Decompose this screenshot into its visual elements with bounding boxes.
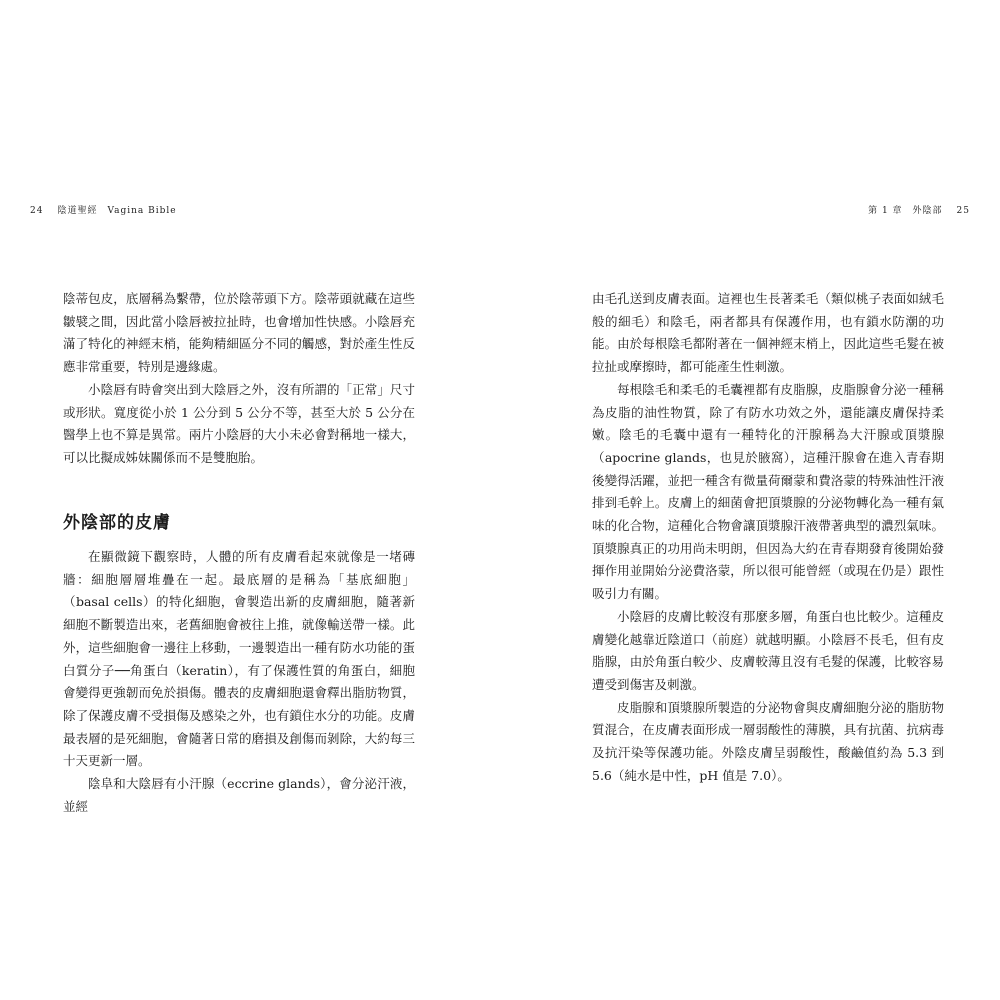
paragraph: 陰蒂包皮，底層稱為繫帶，位於陰蒂頭下方。陰蒂頭就藏在這些皺襞之間，因此當小陰唇被拉扯時，也會增加性快感。小陰唇充滿了特化的神經末梢，能夠精細區分不同的觸感，對於產生性反應非常重要，特別是邊緣處。 xyxy=(63,291,415,375)
paragraph: 小陰唇的皮膚比較沒有那麼多層，角蛋白也比較少。這種皮膚變化越靠近陰道口（前庭）就越明顯。小陰唇不長毛，但有皮脂腺，由於角蛋白較少、皮膚較薄且沒有毛髮的保護，比較容易遭受到傷害及刺激。 xyxy=(592,608,944,692)
paragraph: 每根陰毛和柔毛的毛囊裡都有皮脂腺，皮脂腺會分泌一種稱為皮脂的油性物質，除了有防水功效之外，還能讓皮膚保持柔嫩。陰毛的毛囊中還有一種特化的汗腺稱為大汗腺或頂漿腺（apocrine glands，也見於腋窩），這種汗腺會在進入青春期後變得活躍，並把一種含有微量荷爾蒙和費洛蒙的特殊油性汗液排到毛幹上。皮膚上的細菌會把頂漿腺的分泌物轉化為一種有氣味的化合物，這種化合物會讓頂漿腺汗液帶著典型的濃烈氣味。頂漿腺真正的功用尚未明朗，但因為大約在青春期發育後開始發揮作用並開始分泌費洛蒙，所以很可能曾經（或現在仍是）跟性吸引力有關。 xyxy=(592,381,944,602)
right-running-title: 第 1 章 外陰部 xyxy=(868,206,943,216)
right-page xyxy=(500,0,1000,1000)
left-running-title: 陰道聖經 Vagina Bible xyxy=(57,206,177,216)
paragraph: 由毛孔送到皮膚表面。這裡也生長著柔毛（類似桃子表面如絨毛般的細毛）和陰毛，兩者都具有保護作用，也有鎖水防潮的功能。由於每根陰毛都附著在一個神經末梢上，因此這些毛髮在被拉扯或摩擦時，都可能產生性刺激。 xyxy=(592,291,944,375)
paragraph: 陰阜和大陰唇有小汗腺（eccrine glands），會分泌汗液，並經 xyxy=(63,776,415,814)
left-page-number: 24 xyxy=(30,206,44,216)
right-running-head xyxy=(868,203,970,216)
left-top-text-block xyxy=(63,288,415,470)
paragraph: 小陰唇有時會突出到大陰唇之外，沒有所謂的「正常」尺寸或形狀。寬度從小於 1 公分到 5 公分不等，甚至大於 5 公分在醫學上也不算是異常。兩片小陰唇的大小未必會對稱地一樣大，可以比擬成姊妹關係而不是雙胞胎。 xyxy=(63,381,415,465)
paragraph: 在顯微鏡下觀察時，人體的所有皮膚看起來就像是一堵磚牆：細胞層層堆疊在一起。最底層的是稱為「基底細胞」（basal cells）的特化細胞，會製造出新的皮膚細胞，隨著新細胞不斷製造出來，老舊細胞會被往上推，就像輸送帶一樣。此外，這些細胞會一邊往上移動，一邊製造出一種有防水功能的蛋白質分子──角蛋白（keratin），有了保護性質的角蛋白，細胞會變得更強韌而免於損傷。體表的皮膚細胞還會釋出脂肪物質，除了保護皮膚不受損傷及感染之外，也有鎖住水分的功能。皮膚最表層的是死細胞，會隨著日常的磨損及創傷而剝除，大約每三十天更新一層。 xyxy=(63,549,415,769)
right-page-number: 25 xyxy=(956,206,970,216)
paragraph: 皮脂腺和頂漿腺所製造的分泌物會與皮膚細胞分泌的脂肪物質混合，在皮膚表面形成一層弱酸性的薄膜，具有抗菌、抗病毒及抗汗染等保護功能。外陰皮膚呈弱酸性，酸鹼值約為 5.3 到 5.6（純水是中性，pH 值是 7.0）。 xyxy=(592,699,944,783)
section-heading: 外陰部的皮膚 xyxy=(63,513,171,533)
right-text-block xyxy=(592,288,944,787)
left-bottom-text-block xyxy=(63,546,415,818)
left-running-head xyxy=(30,203,177,216)
